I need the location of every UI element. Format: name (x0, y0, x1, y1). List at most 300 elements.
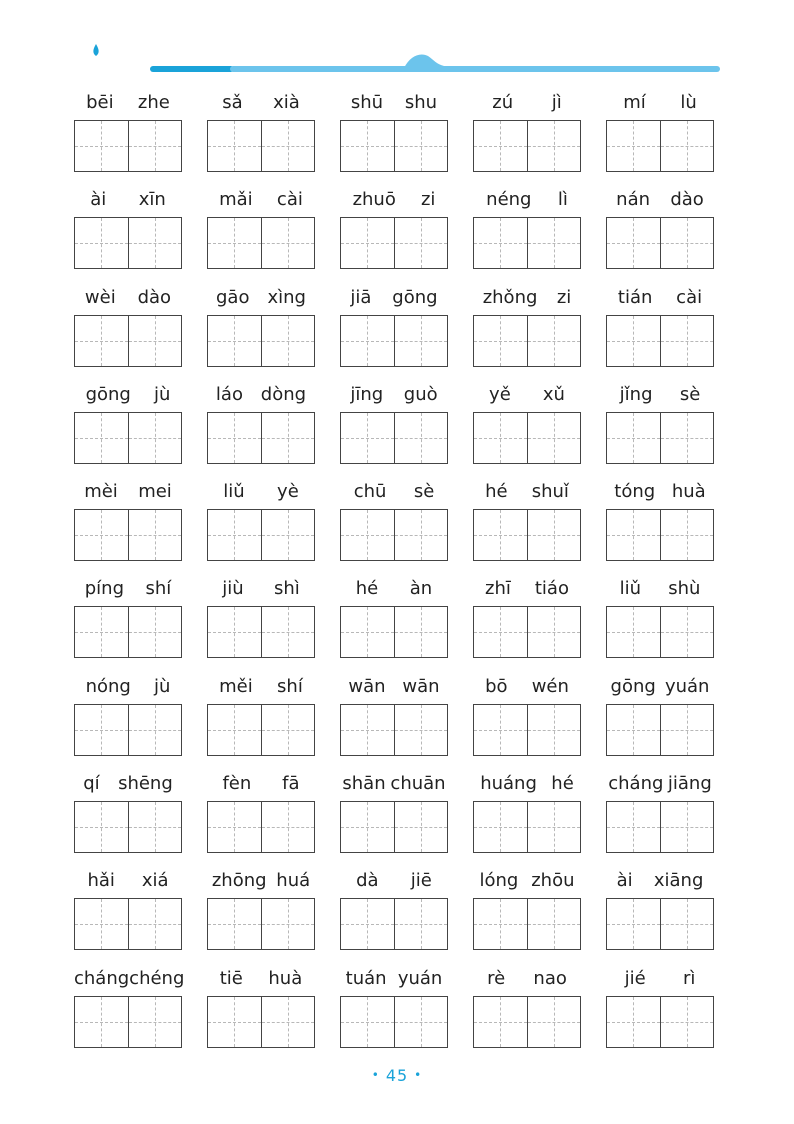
pinyin-syllable: jiē (410, 870, 432, 892)
writing-cell[interactable] (394, 607, 448, 657)
writing-cell[interactable] (341, 510, 394, 560)
writing-box-pair[interactable] (606, 704, 714, 756)
pinyin-syllable: wān (348, 675, 386, 697)
writing-box-pair[interactable] (340, 704, 448, 756)
pinyin-syllable: jié (624, 967, 646, 989)
pinyin-label (606, 380, 714, 410)
pinyin-syllable: guò (403, 383, 438, 405)
pinyin-syllable: mei (138, 481, 172, 503)
writing-cell[interactable] (261, 607, 315, 657)
pinyin-syllable: huáng (480, 773, 537, 795)
writing-box-pair[interactable] (340, 606, 448, 658)
pinyin-label (473, 477, 581, 507)
pinyin-syllable: hé (355, 578, 379, 600)
writing-cell[interactable] (341, 705, 394, 755)
word-item (473, 283, 581, 380)
writing-cell[interactable] (474, 899, 527, 949)
word-item (207, 88, 315, 185)
writing-cell[interactable] (527, 802, 581, 852)
writing-box-pair[interactable] (207, 898, 315, 950)
writing-box-pair[interactable] (74, 996, 182, 1048)
writing-box-pair[interactable] (473, 996, 581, 1048)
writing-cell[interactable] (474, 121, 527, 171)
page-number: 45 (385, 1066, 409, 1085)
pinyin-label (473, 88, 581, 118)
writing-cell[interactable] (261, 899, 315, 949)
pinyin-label (207, 964, 315, 994)
pinyin-label (340, 88, 448, 118)
grid-row (74, 769, 714, 866)
header-band-dark (150, 66, 234, 72)
writing-cell[interactable] (208, 997, 261, 1047)
pinyin-syllable: lì (557, 189, 568, 211)
writing-cell[interactable] (527, 607, 581, 657)
pinyin-syllable: xià (273, 92, 300, 113)
writing-cell[interactable] (607, 121, 660, 171)
writing-cell[interactable] (660, 997, 714, 1047)
writing-box-pair[interactable] (606, 606, 714, 658)
writing-cell[interactable] (660, 316, 714, 366)
writing-cell[interactable] (341, 218, 394, 268)
pinyin-syllable: tiáo (534, 578, 569, 600)
writing-cell[interactable] (607, 997, 660, 1047)
pinyin-syllable: tóng (614, 481, 656, 503)
pinyin-syllable: nao (533, 967, 567, 989)
pinyin-syllable: liǔ (223, 481, 245, 503)
pinyin-syllable: bō (485, 675, 508, 697)
pinyin-label (473, 964, 581, 994)
writing-cell[interactable] (208, 607, 261, 657)
writing-cell[interactable] (128, 899, 182, 949)
pinyin-syllable: zi (420, 189, 436, 211)
writing-box-pair[interactable] (74, 898, 182, 950)
writing-cell[interactable] (208, 510, 261, 560)
pinyin-label (340, 964, 448, 994)
writing-cell[interactable] (208, 802, 261, 852)
writing-box-pair[interactable] (606, 412, 714, 464)
writing-cell[interactable] (261, 413, 315, 463)
writing-cell[interactable] (128, 997, 182, 1047)
pinyin-syllable: yuán (664, 675, 710, 697)
writing-cell[interactable] (474, 997, 527, 1047)
writing-cell[interactable] (394, 997, 448, 1047)
writing-box-pair[interactable] (473, 120, 581, 172)
writing-box-pair[interactable] (340, 315, 448, 367)
writing-box-pair[interactable] (207, 801, 315, 853)
writing-cell[interactable] (128, 413, 182, 463)
pinyin-label (606, 88, 714, 118)
pinyin-syllable: zhe (137, 92, 170, 113)
writing-box-pair[interactable] (606, 120, 714, 172)
writing-cell[interactable] (208, 705, 261, 755)
word-item (207, 769, 315, 866)
pinyin-label (207, 88, 315, 118)
word-item (74, 477, 182, 574)
writing-cell[interactable] (394, 413, 448, 463)
writing-box-pair[interactable] (74, 704, 182, 756)
writing-cell[interactable] (75, 510, 128, 560)
writing-cell[interactable] (75, 121, 128, 171)
writing-box-pair[interactable] (207, 412, 315, 464)
writing-box-pair[interactable] (473, 509, 581, 561)
writing-box-pair[interactable] (473, 801, 581, 853)
word-item (74, 283, 182, 380)
writing-box-pair[interactable] (473, 217, 581, 269)
writing-cell[interactable] (208, 413, 261, 463)
writing-cell[interactable] (75, 218, 128, 268)
grid-row (74, 283, 714, 380)
pinyin-syllable: huà (268, 967, 303, 989)
writing-cell[interactable] (607, 899, 660, 949)
word-item (606, 283, 714, 380)
pinyin-syllable: chuān (390, 773, 446, 795)
writing-cell[interactable] (660, 413, 714, 463)
pinyin-syllable: shù (668, 578, 701, 600)
grid-row (74, 574, 714, 671)
word-item (473, 866, 581, 963)
pinyin-label (606, 866, 714, 896)
writing-cell[interactable] (208, 121, 261, 171)
writing-cell[interactable] (394, 121, 448, 171)
writing-cell[interactable] (474, 705, 527, 755)
pinyin-syllable: shu (404, 92, 438, 113)
pinyin-syllable: fèn (222, 773, 252, 795)
writing-cell[interactable] (660, 218, 714, 268)
writing-cell[interactable] (527, 413, 581, 463)
writing-cell[interactable] (128, 607, 182, 657)
word-item (606, 380, 714, 477)
pinyin-syllable: shēng (118, 773, 173, 795)
word-item (74, 866, 182, 963)
writing-cell[interactable] (261, 121, 315, 171)
pinyin-syllable: rì (682, 967, 696, 989)
pinyin-label (74, 477, 182, 507)
pinyin-label (74, 574, 182, 604)
writing-cell[interactable] (128, 802, 182, 852)
pinyin-syllable: chū (353, 481, 387, 503)
writing-cell[interactable] (261, 510, 315, 560)
writing-cell[interactable] (474, 413, 527, 463)
writing-box-pair[interactable] (74, 509, 182, 561)
pinyin-syllable: tiē (219, 967, 243, 989)
pinyin-syllable: xiá (141, 870, 169, 892)
writing-cell[interactable] (261, 316, 315, 366)
pinyin-syllable: xiāng (653, 870, 704, 892)
pinyin-syllable: wèi (84, 286, 116, 308)
pinyin-syllable: sè (413, 481, 435, 503)
grid-row (74, 964, 714, 1061)
writing-cell[interactable] (607, 316, 660, 366)
word-item (74, 769, 182, 866)
word-item (473, 769, 581, 866)
pinyin-syllable: shí (277, 675, 303, 697)
water-drop-icon (93, 44, 98, 56)
writing-cell[interactable] (607, 607, 660, 657)
word-item (207, 477, 315, 574)
pinyin-syllable: huà (671, 481, 706, 503)
header-wave (404, 55, 444, 69)
pinyin-syllable: shān (342, 773, 386, 795)
writing-cell[interactable] (607, 510, 660, 560)
pinyin-syllable: shí (145, 578, 172, 600)
writing-cell[interactable] (128, 316, 182, 366)
pinyin-syllable: jì (551, 92, 562, 113)
writing-cell[interactable] (474, 316, 527, 366)
writing-cell[interactable] (341, 316, 394, 366)
writing-cell[interactable] (660, 121, 714, 171)
writing-cell[interactable] (128, 510, 182, 560)
writing-box-pair[interactable] (340, 412, 448, 464)
pinyin-syllable: ài (616, 870, 633, 892)
writing-cell[interactable] (128, 121, 182, 171)
pinyin-syllable: nán (616, 189, 651, 211)
writing-cell[interactable] (527, 997, 581, 1047)
writing-cell[interactable] (394, 510, 448, 560)
word-item (606, 672, 714, 769)
writing-cell[interactable] (660, 802, 714, 852)
pinyin-syllable: xìng (267, 286, 306, 308)
pinyin-label (340, 672, 448, 702)
pinyin-label (340, 477, 448, 507)
writing-cell[interactable] (341, 121, 394, 171)
writing-cell[interactable] (208, 899, 261, 949)
pinyin-label (74, 380, 182, 410)
pinyin-syllable: píng (84, 578, 124, 600)
writing-box-pair[interactable] (74, 217, 182, 269)
word-item (207, 574, 315, 671)
pinyin-label (473, 185, 581, 215)
writing-cell[interactable] (208, 316, 261, 366)
writing-cell[interactable] (261, 802, 315, 852)
writing-cell[interactable] (527, 705, 581, 755)
pinyin-label (74, 769, 182, 799)
writing-box-pair[interactable] (473, 606, 581, 658)
writing-cell[interactable] (75, 802, 128, 852)
writing-box-pair[interactable] (473, 315, 581, 367)
word-item (340, 380, 448, 477)
writing-cell[interactable] (607, 705, 660, 755)
pinyin-syllable: ài (90, 189, 107, 211)
pinyin-syllable: dà (356, 870, 379, 892)
writing-box-pair[interactable] (473, 704, 581, 756)
writing-cell[interactable] (261, 218, 315, 268)
writing-box-pair[interactable] (606, 996, 714, 1048)
pinyin-label (207, 477, 315, 507)
writing-cell[interactable] (607, 413, 660, 463)
pinyin-syllable: cài (676, 286, 703, 308)
pinyin-syllable: sè (679, 383, 701, 405)
writing-box-pair[interactable] (207, 996, 315, 1048)
grid-row (74, 185, 714, 282)
pinyin-label (207, 283, 315, 313)
word-item (74, 185, 182, 282)
pinyin-label (340, 185, 448, 215)
writing-cell[interactable] (607, 802, 660, 852)
writing-cell[interactable] (75, 316, 128, 366)
pinyin-label (207, 672, 315, 702)
writing-cell[interactable] (660, 899, 714, 949)
pinyin-syllable: tián (617, 286, 653, 308)
writing-box-pair[interactable] (74, 801, 182, 853)
writing-cell[interactable] (75, 899, 128, 949)
writing-cell[interactable] (394, 899, 448, 949)
writing-box-pair[interactable] (207, 217, 315, 269)
pinyin-label (340, 866, 448, 896)
writing-cell[interactable] (394, 802, 448, 852)
writing-cell[interactable] (474, 607, 527, 657)
pinyin-syllable: zhōng (211, 870, 267, 892)
pinyin-syllable: xīn (138, 189, 166, 211)
word-item (207, 380, 315, 477)
pinyin-label (473, 769, 581, 799)
word-item (340, 477, 448, 574)
writing-cell[interactable] (128, 218, 182, 268)
writing-box-pair[interactable] (74, 412, 182, 464)
writing-cell[interactable] (341, 997, 394, 1047)
word-item (207, 185, 315, 282)
writing-box-pair[interactable] (74, 315, 182, 367)
writing-cell[interactable] (660, 510, 714, 560)
pinyin-label (606, 283, 714, 313)
writing-box-pair[interactable] (207, 120, 315, 172)
pinyin-label (473, 380, 581, 410)
pinyin-syllable: xǔ (542, 383, 565, 405)
writing-box-pair[interactable] (473, 898, 581, 950)
pinyin-label (340, 283, 448, 313)
pinyin-syllable: yuán (397, 967, 443, 989)
writing-box-pair[interactable] (340, 509, 448, 561)
pinyin-syllable: cháng (74, 967, 130, 989)
writing-cell[interactable] (660, 607, 714, 657)
pinyin-syllable: wén (531, 675, 569, 697)
pinyin-syllable: sǎ (222, 92, 243, 113)
writing-box-pair[interactable] (207, 606, 315, 658)
pinyin-label (606, 672, 714, 702)
writing-cell[interactable] (75, 607, 128, 657)
word-item (74, 574, 182, 671)
writing-box-pair[interactable] (606, 801, 714, 853)
writing-cell[interactable] (527, 510, 581, 560)
writing-box-pair[interactable] (207, 509, 315, 561)
writing-box-pair[interactable] (606, 898, 714, 950)
pinyin-label (606, 477, 714, 507)
pinyin-label (74, 672, 182, 702)
pinyin-label (606, 185, 714, 215)
word-item (606, 574, 714, 671)
pinyin-syllable: gōng (85, 383, 131, 405)
pinyin-label (606, 769, 714, 799)
writing-cell[interactable] (208, 218, 261, 268)
word-item (340, 185, 448, 282)
header-decoration (0, 0, 794, 80)
pinyin-label (207, 866, 315, 896)
pinyin-syllable: gōng (392, 286, 438, 308)
word-item (606, 866, 714, 963)
writing-cell[interactable] (128, 705, 182, 755)
word-item (606, 185, 714, 282)
pinyin-label (606, 574, 714, 604)
writing-cell[interactable] (394, 316, 448, 366)
pinyin-syllable: cháng (608, 773, 664, 795)
writing-cell[interactable] (527, 121, 581, 171)
writing-cell[interactable] (341, 413, 394, 463)
pinyin-label (340, 769, 448, 799)
pinyin-syllable: nóng (85, 675, 131, 697)
writing-cell[interactable] (341, 607, 394, 657)
footer-dot-left: • (371, 1068, 380, 1082)
writing-cell[interactable] (527, 218, 581, 268)
writing-box-pair[interactable] (606, 315, 714, 367)
pinyin-syllable: cài (276, 189, 303, 211)
writing-box-pair[interactable] (606, 217, 714, 269)
writing-cell[interactable] (660, 705, 714, 755)
writing-cell[interactable] (261, 997, 315, 1047)
word-item (473, 574, 581, 671)
word-item (74, 380, 182, 477)
writing-box-pair[interactable] (340, 801, 448, 853)
pinyin-syllable: yè (277, 481, 299, 503)
pinyin-syllable: mèi (84, 481, 118, 503)
writing-box-pair[interactable] (340, 217, 448, 269)
writing-cell[interactable] (75, 705, 128, 755)
writing-box-pair[interactable] (207, 704, 315, 756)
writing-box-pair[interactable] (340, 996, 448, 1048)
writing-box-pair[interactable] (74, 606, 182, 658)
writing-cell[interactable] (474, 510, 527, 560)
pinyin-syllable: tuán (345, 967, 387, 989)
pinyin-label (74, 88, 182, 118)
grid-row (74, 866, 714, 963)
writing-box-pair[interactable] (606, 509, 714, 561)
pinyin-syllable: jù (154, 675, 171, 697)
pinyin-syllable: néng (486, 189, 532, 211)
writing-cell[interactable] (341, 802, 394, 852)
writing-box-pair[interactable] (340, 120, 448, 172)
writing-cell[interactable] (527, 899, 581, 949)
writing-cell[interactable] (394, 218, 448, 268)
pinyin-syllable: láo (215, 383, 243, 405)
writing-cell[interactable] (394, 705, 448, 755)
pinyin-syllable: zhōu (531, 870, 575, 892)
word-item (473, 185, 581, 282)
writing-cell[interactable] (474, 218, 527, 268)
writing-box-pair[interactable] (340, 898, 448, 950)
pinyin-syllable: dòng (260, 383, 307, 405)
writing-cell[interactable] (527, 316, 581, 366)
writing-cell[interactable] (474, 802, 527, 852)
pinyin-syllable: shū (350, 92, 384, 113)
writing-box-pair[interactable] (207, 315, 315, 367)
writing-cell[interactable] (75, 997, 128, 1047)
pinyin-label (473, 574, 581, 604)
word-item (207, 866, 315, 963)
pinyin-syllable: shuǐ (531, 481, 569, 503)
writing-cell[interactable] (75, 413, 128, 463)
word-item (340, 88, 448, 185)
writing-cell[interactable] (607, 218, 660, 268)
writing-box-pair[interactable] (74, 120, 182, 172)
writing-cell[interactable] (261, 705, 315, 755)
pinyin-syllable: zhǒng (482, 286, 538, 308)
grid-row (74, 477, 714, 574)
writing-cell[interactable] (341, 899, 394, 949)
pinyin-syllable: zhuō (352, 189, 396, 211)
pinyin-syllable: hé (485, 481, 508, 503)
pinyin-syllable: mǎi (219, 189, 253, 211)
pinyin-syllable: àn (409, 578, 433, 600)
pinyin-syllable: rè (487, 967, 506, 989)
writing-box-pair[interactable] (473, 412, 581, 464)
